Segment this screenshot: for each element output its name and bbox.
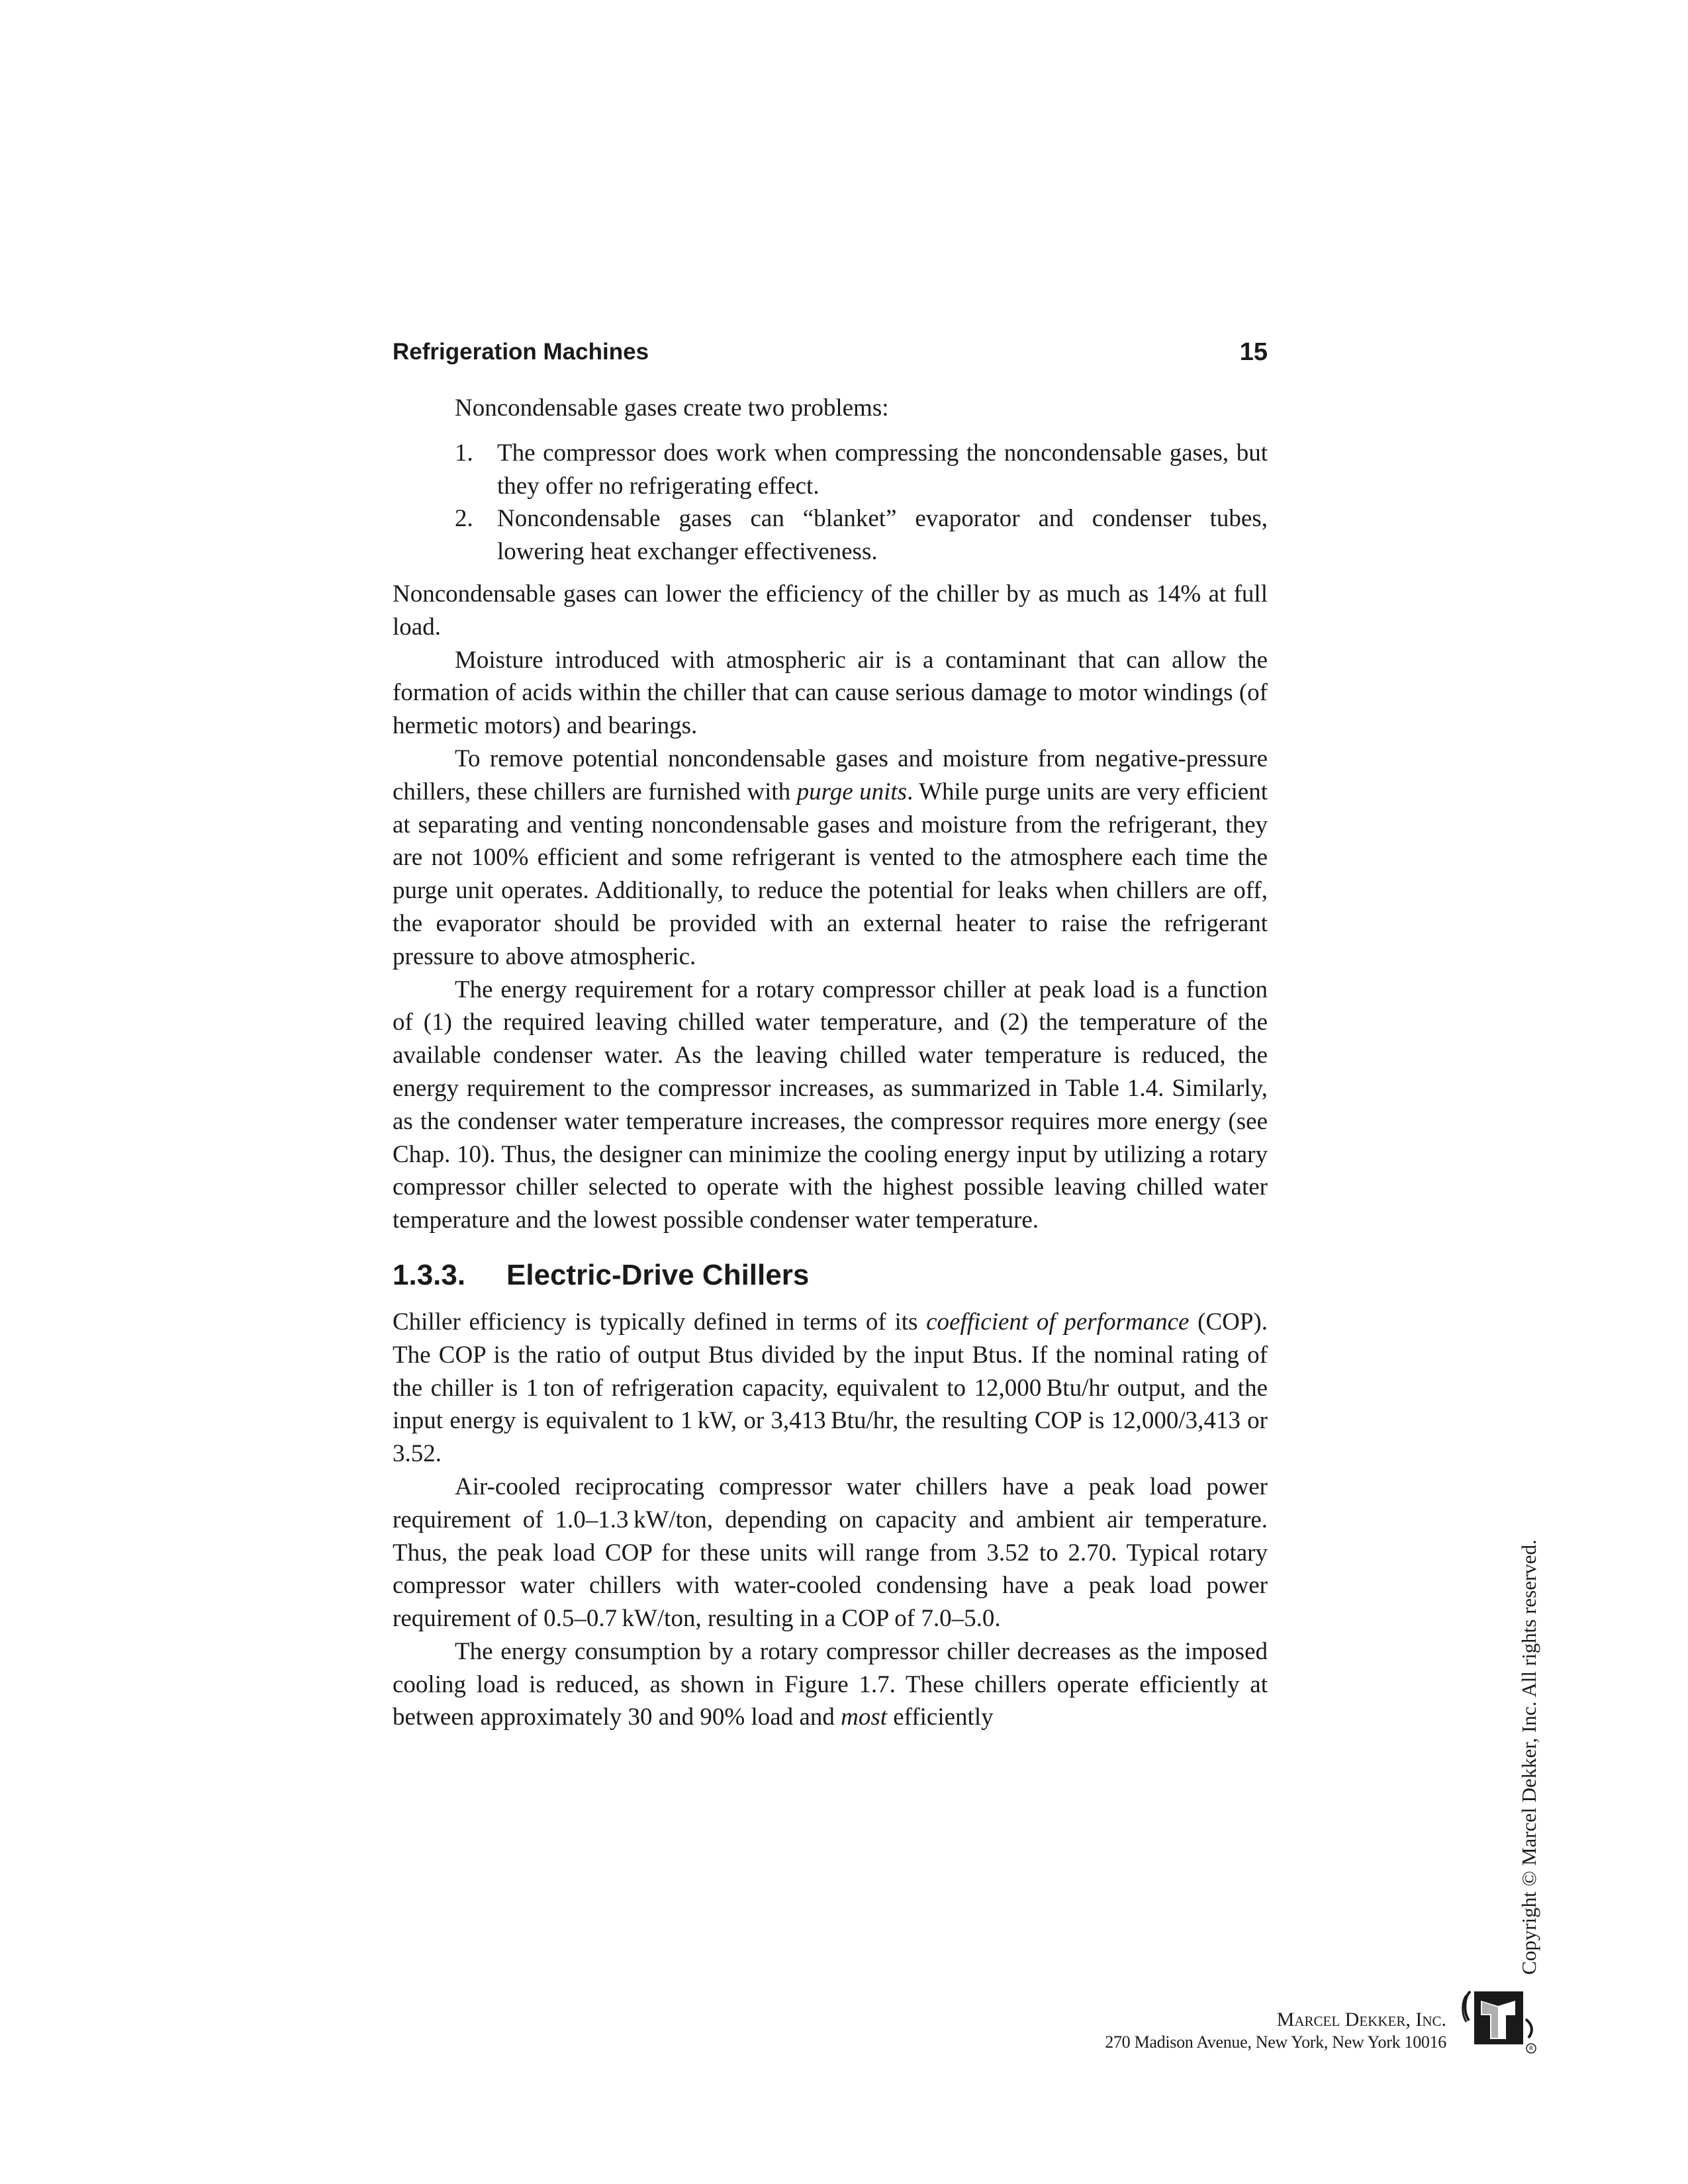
paragraph-intro: Noncondensable gases create two problems: xyxy=(455,394,889,422)
paragraph-moisture: Moisture introduced with atmospheric air is a contaminant that can allow the formation of acids within the chiller that can cause serious damage to motor windings (of hermetic motors) and bearings. xyxy=(393,646,1268,740)
publisher-name: Marcel Dekker, Inc. xyxy=(1276,2009,1446,2030)
list-item xyxy=(393,502,1268,569)
paragraph-air-cooled: Air-cooled reciprocating compressor water chillers have a peak load power requirement of 1.0–1.3 kW/ton, depending on capacity and ambient air temperature. Thus, the peak load COP for these units will range from 3.52 to 2.70. Typical rotary compressor water chillers with water-cooled condensing have a peak load power requirement of 0.5–0.7 kW/ton, resulting in a COP of 7.0–5.0. xyxy=(393,1473,1268,1633)
section-heading xyxy=(393,1257,1268,1294)
running-title: Refrigeration Machines xyxy=(393,339,649,365)
text-run: Chiller efficiency is typically defined in terms of its xyxy=(393,1308,927,1336)
problem-list xyxy=(393,437,1268,569)
text-run: The energy consumption by a rotary compressor chiller decreases as the imposed cooling load is reduced, as shown in Figure 1.7. These chillers operate efficiently at between approximately 30 and 90% load and xyxy=(393,1637,1268,1731)
list-item-number: 2. xyxy=(455,505,473,533)
text-run: (COP). The COP is the ratio of output Btus divided by the input Btus. If the nominal rating of the chiller is 1 ton of refrigeration capacity, equivalent to 12,000 Btu/hr output, and the input energy is equivalent to 1 kW, or 3,413 Btu/hr, the resulting COP is 12,000/3,413 or 3.52. xyxy=(393,1308,1268,1468)
publisher-imprint xyxy=(1105,2009,1446,2054)
body-text xyxy=(393,392,1268,1734)
section-title: Electric-Drive Chillers xyxy=(506,1258,810,1291)
copyright-notice xyxy=(1516,1539,1542,1975)
text-run: efficiently xyxy=(887,1704,994,1731)
emphasis-cop: coefficient of performance xyxy=(926,1308,1190,1336)
emphasis-most: most xyxy=(841,1704,887,1731)
paragraph-cop-definition xyxy=(393,1306,1268,1471)
text-run: . While purge units are very efficient at separating and venting noncondensable gases and moisture from the refrigerant, they are not 100% efficient and some refrigerant is vented to the atmosphere each time the purge unit operates. Additionally, to reduce the potential for leaks when chillers are off, the evaporator should be provided with an external heater to raise the refrigerant pressure to above atmospheric. xyxy=(393,778,1268,970)
paragraph-energy-consumption xyxy=(393,1635,1268,1734)
publisher-address: 270 Madison Avenue, New York, New York 10016 xyxy=(1105,2032,1446,2052)
paragraph-energy-requirement: The energy requirement for a rotary compressor chiller at peak load is a function of (1) the required leaving chilled water temperature, and (2) the temperature of the available condenser water. As the leaving chilled water temperature is reduced, the energy requirement to the compressor increases, as summarized in Table 1.4. Similarly, as the condenser water temperature increases, the compressor requires more energy (see Chap. 10). Thus, the designer can minimize the cooling energy input by utilizing a rotary compressor chiller selected to operate with the highest possible leaving chilled water temperature and the lowest possible condenser water temperature. xyxy=(393,976,1268,1234)
registered-mark: R xyxy=(1528,2046,1534,2052)
section-number: 1.3.3. xyxy=(393,1258,466,1291)
publisher-logo-icon xyxy=(1460,1982,1538,2055)
text-run: To remove potential noncondensable gases and moisture from negative-pressure chillers, these chillers are furnished with xyxy=(393,745,1268,805)
list-item-text: Noncondensable gases can “blanket” evaporator and condenser tubes, lowering heat exchanger effectiveness. xyxy=(497,505,1268,566)
emphasis-purge-units: purge units xyxy=(796,778,908,805)
page-number: 15 xyxy=(1239,338,1268,366)
list-item-text: The compressor does work when compressing the noncondensable gases, but they offer no refrigerating effect. xyxy=(497,439,1268,500)
paragraph-efficiency-loss: Noncondensable gases can lower the efficiency of the chiller by as much as 14% at full load. xyxy=(393,580,1268,641)
list-item-number: 1. xyxy=(455,439,473,467)
list-item xyxy=(393,437,1268,503)
copyright-text: Copyright © Marcel Dekker, Inc. All rights reserved. xyxy=(1517,1539,1540,1975)
paragraph-purge-units xyxy=(393,743,1268,974)
running-head xyxy=(393,334,1268,371)
